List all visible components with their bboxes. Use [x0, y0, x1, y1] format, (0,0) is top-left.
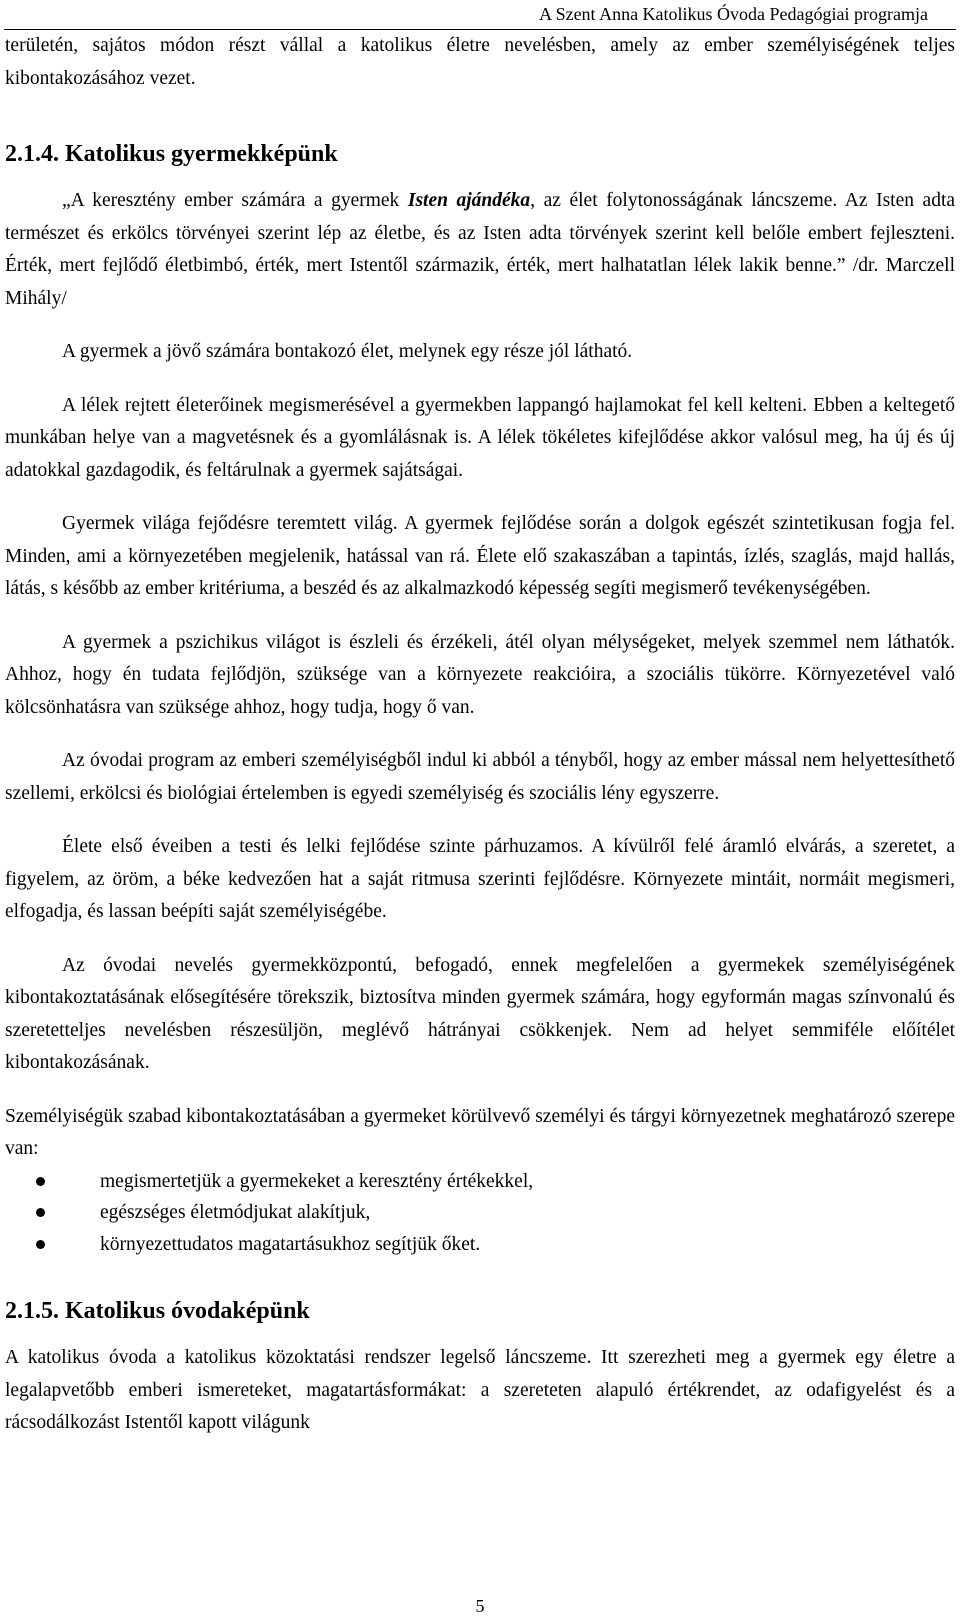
paragraph-5: Az óvodai program az emberi személyiségből indul ki abból a tényből, hogy az ember mással nem helyettesíthető szellemi, erkölcsi és biológiai értelemben is egyedi személyiség és szociális lény egyszerre.	[5, 750, 955, 804]
page-number: 5	[475, 1596, 485, 1616]
list-intro: Személyiségük szabad kibontakoztatásában a gyermeket körülvevő személyi és tárgyi környezetnek meghatározó szerepe van:	[5, 1105, 955, 1159]
paragraph-6: Élete első éveiben a testi és lelki fejlődése szinte párhuzamos. A kívülről felé áramló elvárás, a szeretet, a figyelem, az öröm, a béke kedvezően hat a saját ritmusa szerinti fejlődésre. Környezete mintáit, normáit megismeri, elfogadja, és lassan beépíti saját személyiségébe.	[5, 836, 955, 922]
paragraph-3: Gyermek világa fejődésre teremtett világ. A gyermek fejlődése során a dolgok egészét szintetikusan fogja fel. Minden, ami a környezetében megjelenik, hatással van rá. Élete elő szakaszában a tapintás, ízlés, szaglás, majd hallás, látás, s később az ember kritériuma, a beszéd és az alkalmazkodó képesség segíti megismerő tevékenységében.	[5, 513, 955, 599]
quote-text-rest: , az élet folytonosságának láncszeme. Az Isten adta természet és erkölcs törvényei szerint lép az életbe, és az Isten adta törvények szerint kell belőle embert fejleszteni. Érték, mert fejlődő életbimbó, érték, mert Istentől származik, érték, mert halhatatlan lélek lakik benne.” /dr. Marczell Mihály/	[5, 190, 956, 309]
list-item: környezettudatos magatartásukhoz segítjük őket.	[5, 1229, 955, 1261]
running-header: A Szent Anna Katolikus Óvoda Pedagógiai programja	[539, 4, 928, 24]
paragraph-7: Az óvodai nevelés gyermekközpontú, befogadó, ennek megfelelően a gyermekek személyiségének kibontakoztatásának elősegítésére törekszik, biztosítva minden gyermek számára, hogy egyformán magas színvonalú és szeretetteljes nevelésben részesüljön, meglévő hátrányai csökkenjek. Nem ad helyet semmiféle előítélet kibontakozásának.	[5, 954, 955, 1073]
page-content	[5, 30, 955, 1440]
section-heading-2-1-5: 2.1.5. Katolikus óvodaképünk	[5, 1298, 310, 1324]
list-item: egészséges életmódjukat alakítjuk,	[5, 1197, 955, 1229]
paragraph-2: A lélek rejtett életerőinek megismerésével a gyermekben lappangó hajlamokat fel kell kelteni. Ebben a keltegető munkában helye van a magvetésnek és a gyomlálásnak is. A lélek tökéletes kifejlődése akkor valósul meg, ha új és új adatokkal gazdagodik, és feltárulnak a gyermek sajátságai.	[5, 394, 955, 481]
marczell-quote	[5, 185, 955, 315]
quote-text-start: „A keresztény ember számára a gyermek	[62, 190, 408, 211]
paragraph-4: A gyermek a pszichikus világot is észleli és érzékeli, átél olyan mélységeket, melyek szemmel nem láthatók. Ahhoz, hogy én tudata fejlődjön, szüksége van a környezete reakcióira, a szociális tükörre. Környezetével való kölcsönhatásra van szüksége ahhoz, hogy tudja, hogy ő van.	[5, 631, 955, 718]
list-item: megismertetjük a gyermekeket a keresztény értékekkel,	[5, 1166, 955, 1198]
bullet-list	[5, 1166, 955, 1261]
quote-emphasis: Isten ajándéka	[407, 190, 531, 211]
intro-paragraph: területén, sajátos módon részt vállal a katolikus életre nevelésben, amely az ember személyiségének teljes kibontakozásához vezet.	[5, 35, 955, 89]
section-heading-2-1-4: 2.1.4. Katolikus gyermekképünk	[5, 141, 338, 167]
paragraph-1: A gyermek a jövő számára bontakozó élet, melynek egy része jól látható.	[62, 341, 633, 362]
paragraph-8: A katolikus óvoda a katolikus közoktatási rendszer legelső láncszeme. Itt szerezheti meg a gyermek egy életre a legalapvetőbb emberi ismereteket, magatartásformákat: a szereteten alapuló értékrendet, az odafigyelést és a rácsodálkozást Istentől kapott világunk	[5, 1347, 955, 1433]
